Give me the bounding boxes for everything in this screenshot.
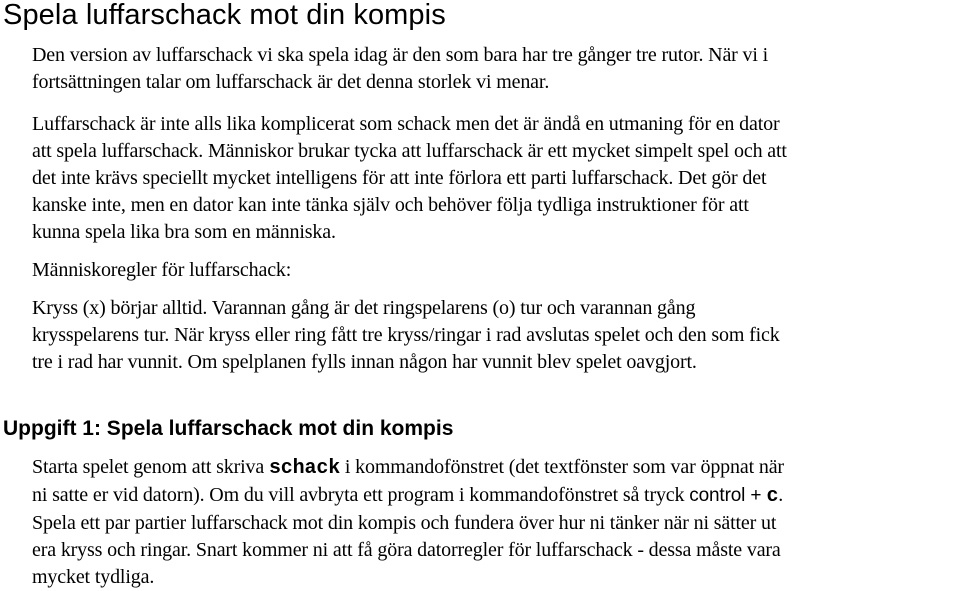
task-text: . — [778, 484, 784, 506]
key-c: c — [766, 485, 779, 508]
intro-paragraph — [32, 42, 960, 96]
computer-line: kunna spela lika bra som en människa. — [32, 221, 336, 243]
computer-line: Luffarschack är inte alls lika komplicerat som schack men det är ändå en utmaning för en dator — [32, 113, 780, 135]
rules-line: tre i rad har vunnit. Om spelplanen fylls innan någon har vunnit blev spelet oavgjort. — [32, 351, 697, 373]
rules-line: krysspelarens tur. När kryss eller ring fått tre kryss/ringar i rad avslutas spelet och den som fick — [32, 324, 780, 346]
task-text: Starta spelet genom att skriva — [32, 456, 269, 478]
computer-line: kanske inte, men en dator kan inte tänka själv och behöver följa tydliga instruktioner för att — [32, 194, 749, 216]
task-line: era kryss och ringar. Snart kommer ni att få göra datorregler för luffarschack - dessa måste vara — [32, 539, 781, 561]
rules-heading: Människoregler för luffarschack: — [32, 259, 292, 281]
computer-paragraph — [32, 111, 960, 246]
task-line: mycket tydliga. — [32, 566, 155, 588]
key-combo: control + — [689, 485, 767, 506]
task-text: ni satte er vid datorn). Om du vill avbryta ett program i kommandofönstret så tryck — [32, 484, 690, 506]
task-line — [32, 454, 960, 482]
computer-line: att spela luffarschack. Människor brukar tycka att luffarschack är ett mycket simpelt spel och att — [32, 140, 787, 162]
computer-line: det inte krävs speciellt mycket intelligens för att inte förlora ett parti luffarschack. Det gör det — [32, 167, 767, 189]
intro-line: fortsättningen talar om luffarschack är det denna storlek vi menar. — [32, 71, 550, 93]
task-line: Spela ett par partier luffarschack mot din kompis och fundera över hur ni tänker när ni sätter ut — [32, 512, 777, 534]
rules-paragraph — [32, 295, 960, 376]
page-title: Spela luffarschack mot din kompis — [3, 0, 446, 31]
task-paragraph — [32, 454, 960, 591]
command-code: schack — [268, 457, 341, 480]
task-text: i kommandofönstret (det textfönster som var öppnat när — [340, 456, 784, 478]
task-line — [32, 482, 960, 510]
rules-line: Kryss (x) börjar alltid. Varannan gång är det ringspelarens (o) tur och varannan gång — [32, 297, 696, 319]
task-heading: Uppgift 1: Spela luffarschack mot din kompis — [3, 417, 454, 440]
intro-line: Den version av luffarschack vi ska spela idag är den som bara har tre gånger tre rutor. När vi i — [32, 44, 769, 66]
